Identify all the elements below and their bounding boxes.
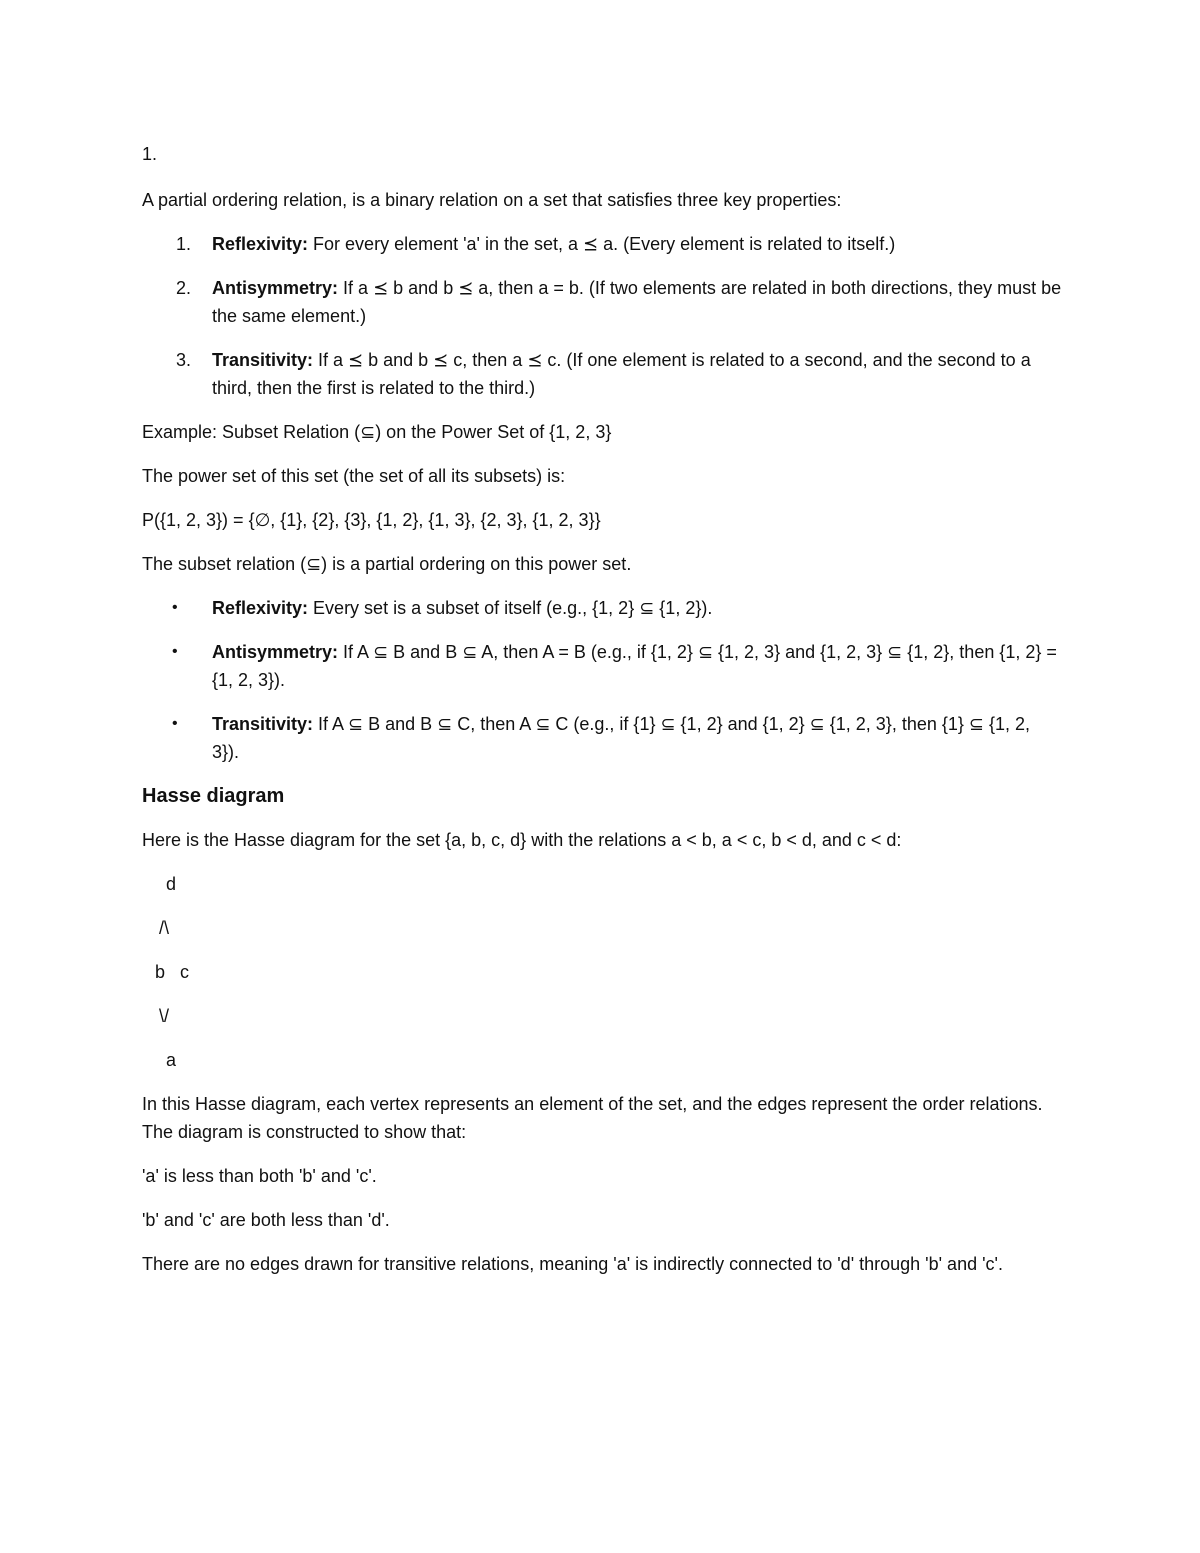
list-number: 2. xyxy=(176,278,192,298)
list-item xyxy=(142,274,1062,330)
hasse-heading: Hasse diagram xyxy=(142,785,285,807)
list-number: 1. xyxy=(176,234,192,254)
fact-line: There are no edges drawn for transitive relations, meaning 'a' is indirectly connected to 'd' through 'b' and 'c'. xyxy=(142,1254,1003,1274)
properties-list xyxy=(142,230,1062,402)
property-text: If A ⊆ B and B ⊆ C, then A ⊆ C (e.g., if {1} ⊆ {1, 2} and {1, 2} ⊆ {1, 2, 3}, then {1} ⊆ {1, 2, 3}). xyxy=(212,714,1031,762)
property-text: For every element 'a' in the set, a ⪯ a. (Every element is related to itself.) xyxy=(308,234,896,254)
power-set-intro: The power set of this set (the set of all its subsets) is: xyxy=(142,466,566,486)
list-item xyxy=(142,346,1062,402)
property-term: Reflexivity: xyxy=(212,598,309,618)
hasse-bottom-vertex: a xyxy=(166,1050,177,1070)
bullet-icon: • xyxy=(172,643,178,660)
hasse-diagram xyxy=(142,870,1062,1074)
bullet-icon: • xyxy=(172,715,178,732)
hasse-intro: Here is the Hasse diagram for the set {a, b, c, d} with the relations a < b, a < c, b < d, and c < d: xyxy=(142,830,902,850)
hasse-middle-vertices: b c xyxy=(155,962,190,982)
list-number: 3. xyxy=(176,350,192,370)
hasse-top-vertex: d xyxy=(166,874,177,894)
document-page xyxy=(142,140,1062,1294)
explanation-paragraph: In this Hasse diagram, each vertex represents an element of the set, and the edges represent the order relations. The diagram is constructed to show that: xyxy=(142,1094,1043,1142)
hasse-lower-edges: \/ xyxy=(159,1006,170,1026)
example-title: Example: Subset Relation (⊆) on the Power Set of {1, 2, 3} xyxy=(142,422,612,442)
fact-line: 'a' is less than both 'b' and 'c'. xyxy=(142,1166,377,1186)
intro-paragraph: A partial ordering relation, is a binary relation on a set that satisfies three key properties: xyxy=(142,190,842,210)
list-item xyxy=(142,594,1062,622)
property-term: Transitivity: xyxy=(212,350,314,370)
list-item xyxy=(142,230,1062,258)
property-text: Every set is a subset of itself (e.g., {1, 2} ⊆ {1, 2}). xyxy=(308,598,713,618)
property-term: Transitivity: xyxy=(212,714,314,734)
subset-statement: The subset relation (⊆) is a partial ordering on this power set. xyxy=(142,554,632,574)
property-term: Antisymmetry: xyxy=(212,642,339,662)
property-term: Antisymmetry: xyxy=(212,278,339,298)
hasse-upper-edges: /\ xyxy=(159,918,170,938)
property-text: If A ⊆ B and B ⊆ A, then A = B (e.g., if {1, 2} ⊆ {1, 2, 3} and {1, 2, 3} ⊆ {1, 2}, then {1, 2} = {1, 2, 3}). xyxy=(212,642,1057,690)
bullet-icon: • xyxy=(172,599,178,616)
power-set: P({1, 2, 3}) = {∅, {1}, {2}, {3}, {1, 2}, {1, 3}, {2, 3}, {1, 2, 3}} xyxy=(142,510,601,530)
list-item xyxy=(142,638,1062,694)
section-number: 1. xyxy=(142,144,158,164)
fact-line: 'b' and 'c' are both less than 'd'. xyxy=(142,1210,390,1230)
property-text: If a ⪯ b and b ⪯ a, then a = b. (If two elements are related in both directions, they must be the same element.) xyxy=(212,278,1062,326)
property-text: If a ⪯ b and b ⪯ c, then a ⪯ c. (If one element is related to a second, and the second to a third, then the first is related to the third.) xyxy=(212,350,1031,398)
list-item xyxy=(142,710,1062,766)
subset-properties-list xyxy=(142,594,1062,766)
property-term: Reflexivity: xyxy=(212,234,309,254)
